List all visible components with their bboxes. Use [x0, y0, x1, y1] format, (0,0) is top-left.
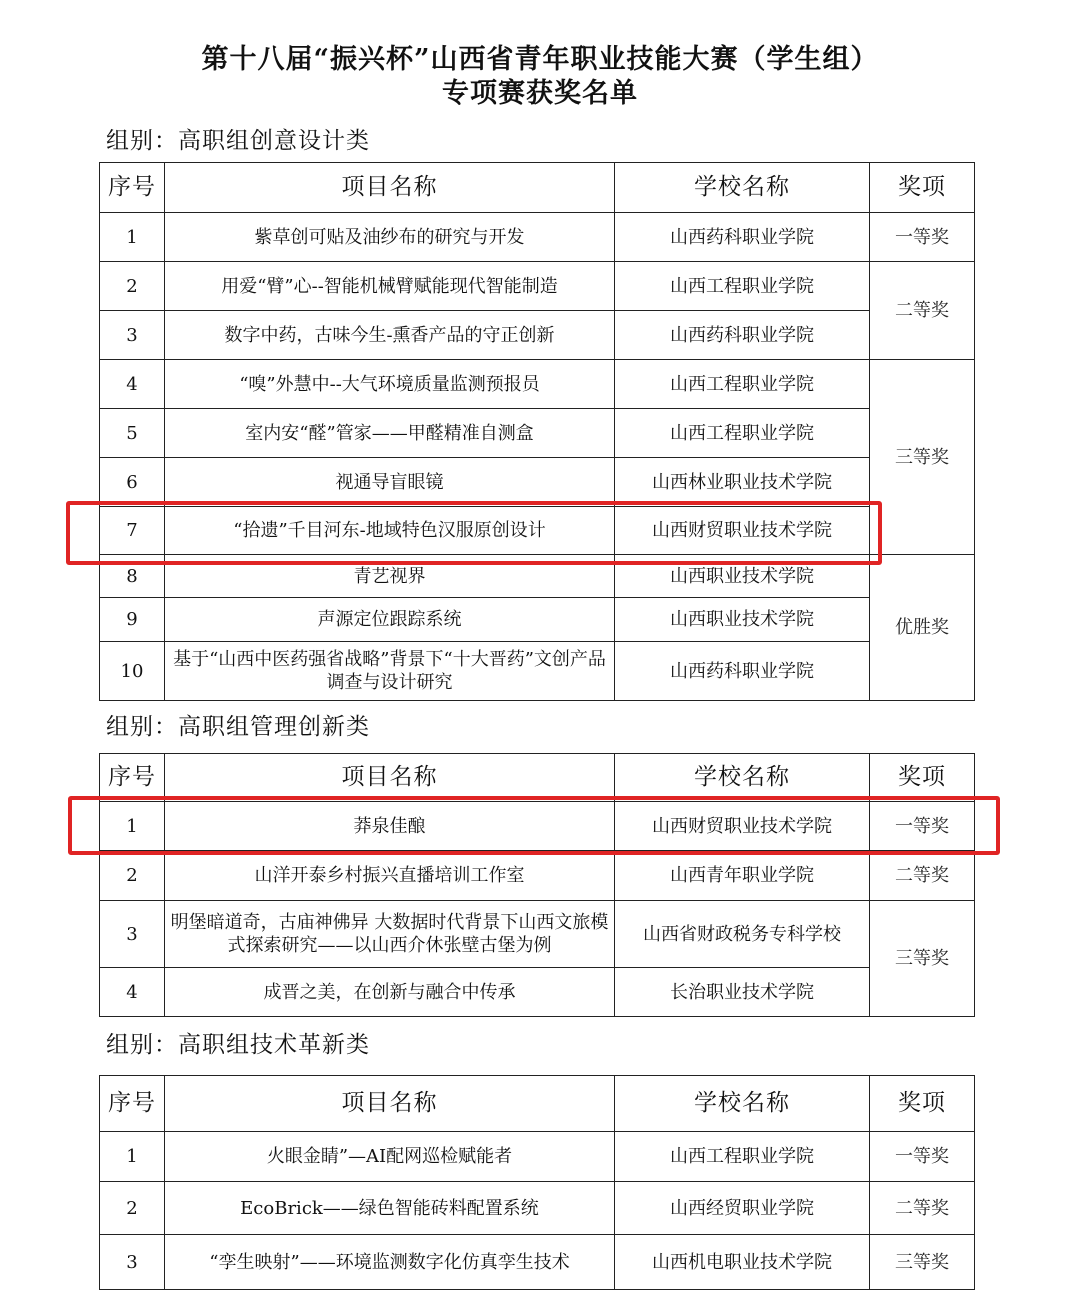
- cell-school: 山西经贸职业学院: [615, 1182, 870, 1235]
- table-row: [100, 213, 975, 262]
- header-no: 序号: [100, 1076, 165, 1132]
- cell-school: 山西工程职业学院: [615, 360, 870, 409]
- cell-project: EcoBrick——绿色智能砖料配置系统: [165, 1182, 615, 1235]
- header-award: 奖项: [870, 754, 975, 802]
- table-tech-innovation: [99, 1075, 975, 1290]
- header-project: 项目名称: [165, 754, 615, 802]
- header-award: 奖项: [870, 1076, 975, 1132]
- document-title: 第十八届“振兴杯”山西省青年职业技能大赛（学生组）: [201, 44, 879, 75]
- cell-school: 山西机电职业技术学院: [615, 1235, 870, 1290]
- cell-no: 1: [100, 1132, 165, 1182]
- cell-award: 二等奖: [870, 851, 975, 901]
- cell-project: 山洋开泰乡村振兴直播培训工作室: [165, 851, 615, 901]
- cell-school: 山西工程职业学院: [615, 409, 870, 458]
- table-row: [100, 262, 975, 311]
- cell-project: 火眼金睛”—AI配网巡检赋能者: [165, 1132, 615, 1182]
- table-creative-design: [99, 162, 975, 701]
- header-award: 奖项: [870, 163, 975, 213]
- cell-school: 山西财贸职业技术学院: [615, 802, 870, 851]
- table-management-innovation: [99, 753, 975, 1017]
- cell-no: 4: [100, 360, 165, 409]
- cell-school: 山西青年职业学院: [615, 851, 870, 901]
- cell-school: 山西林业职业技术学院: [615, 458, 870, 507]
- header-school: 学校名称: [615, 163, 870, 213]
- cell-no: 6: [100, 458, 165, 507]
- table-row: [100, 458, 975, 507]
- cell-award: 二等奖: [870, 262, 975, 360]
- cell-no: 9: [100, 598, 165, 642]
- header-school: 学校名称: [615, 754, 870, 802]
- cell-project: 莽泉佳酿: [165, 802, 615, 851]
- cell-project: 室内安“醛”管家——甲醛精准自测盒: [165, 409, 615, 458]
- header-project: 项目名称: [165, 163, 615, 213]
- cell-no: 4: [100, 968, 165, 1017]
- cell-award: 一等奖: [870, 1132, 975, 1182]
- cell-award: 一等奖: [870, 213, 975, 262]
- header-project: 项目名称: [165, 1076, 615, 1132]
- cell-project: 基于“山西中医药强省战略”背景下“十大晋药”文创产品调查与设计研究: [165, 642, 615, 701]
- cell-project: 视通导盲眼镜: [165, 458, 615, 507]
- cell-no: 1: [100, 213, 165, 262]
- cell-no: 1: [100, 802, 165, 851]
- cell-project: 数字中药，古味今生-熏香产品的守正创新: [165, 311, 615, 360]
- cell-school: 山西职业技术学院: [615, 598, 870, 642]
- header-school: 学校名称: [615, 1076, 870, 1132]
- cell-project: 明堡暗道奇，古庙神佛异 大数据时代背景下山西文旅模式探索研究——以山西介休张壁古堡为例: [165, 901, 615, 968]
- cell-no: 7: [100, 507, 165, 555]
- cell-project: “孪生映射”——环境监测数字化仿真孪生技术: [165, 1235, 615, 1290]
- table-row: [100, 901, 975, 968]
- cell-award: 三等奖: [870, 1235, 975, 1290]
- table-row: [100, 968, 975, 1017]
- cell-project: 成晋之美，在创新与融合中传承: [165, 968, 615, 1017]
- table-row: [100, 1132, 975, 1182]
- cell-no: 2: [100, 1182, 165, 1235]
- cell-school: 山西药科职业学院: [615, 311, 870, 360]
- cell-award: 三等奖: [870, 901, 975, 1017]
- header-no: 序号: [100, 754, 165, 802]
- table-row: [100, 409, 975, 458]
- cell-no: 3: [100, 311, 165, 360]
- table-row: [100, 555, 975, 598]
- cell-school: 长治职业技术学院: [615, 968, 870, 1017]
- table-header-row: [100, 163, 975, 213]
- cell-school: 山西药科职业学院: [615, 213, 870, 262]
- cell-no: 3: [100, 901, 165, 968]
- table-row: [100, 1235, 975, 1290]
- cell-school: 山西工程职业学院: [615, 1132, 870, 1182]
- cell-no: 10: [100, 642, 165, 701]
- cell-school: 山西工程职业学院: [615, 262, 870, 311]
- cell-project: “嗅”外慧中--大气环境质量监测预报员: [165, 360, 615, 409]
- cell-no: 2: [100, 262, 165, 311]
- cell-project: 紫草创可贴及油纱布的研究与开发: [165, 213, 615, 262]
- table-row: [100, 802, 975, 851]
- cell-school: 山西职业技术学院: [615, 555, 870, 598]
- table-row: [100, 360, 975, 409]
- cell-project: 用爱“臂”心--智能机械臂赋能现代智能制造: [165, 262, 615, 311]
- cell-award: 三等奖: [870, 360, 975, 555]
- cell-project: 声源定位跟踪系统: [165, 598, 615, 642]
- document-subtitle: 专项赛获奖名单: [442, 78, 638, 109]
- cell-award: 优胜奖: [870, 555, 975, 701]
- cell-school: 山西药科职业学院: [615, 642, 870, 701]
- table-header-row: [100, 1076, 975, 1132]
- cell-award: 二等奖: [870, 1182, 975, 1235]
- cell-no: 5: [100, 409, 165, 458]
- cell-no: 8: [100, 555, 165, 598]
- group-label-creative-design: 组别：高职组创意设计类: [106, 128, 370, 154]
- header-no: 序号: [100, 163, 165, 213]
- table-row: [100, 598, 975, 642]
- cell-project: “拾遗”千目河东-地域特色汉服原创设计: [165, 507, 615, 555]
- cell-award: 一等奖: [870, 802, 975, 851]
- group-label-management-innovation: 组别：高职组管理创新类: [106, 714, 370, 740]
- cell-school: 山西财贸职业技术学院: [615, 507, 870, 555]
- group-label-tech-innovation: 组别：高职组技术革新类: [106, 1032, 370, 1058]
- cell-no: 3: [100, 1235, 165, 1290]
- cell-school: 山西省财政税务专科学校: [615, 901, 870, 968]
- table-row: [100, 1182, 975, 1235]
- table-row: [100, 851, 975, 901]
- table-row: [100, 507, 975, 555]
- table-header-row: [100, 754, 975, 802]
- table-row: [100, 311, 975, 360]
- table-row: [100, 642, 975, 701]
- cell-no: 2: [100, 851, 165, 901]
- cell-project: 青艺视界: [165, 555, 615, 598]
